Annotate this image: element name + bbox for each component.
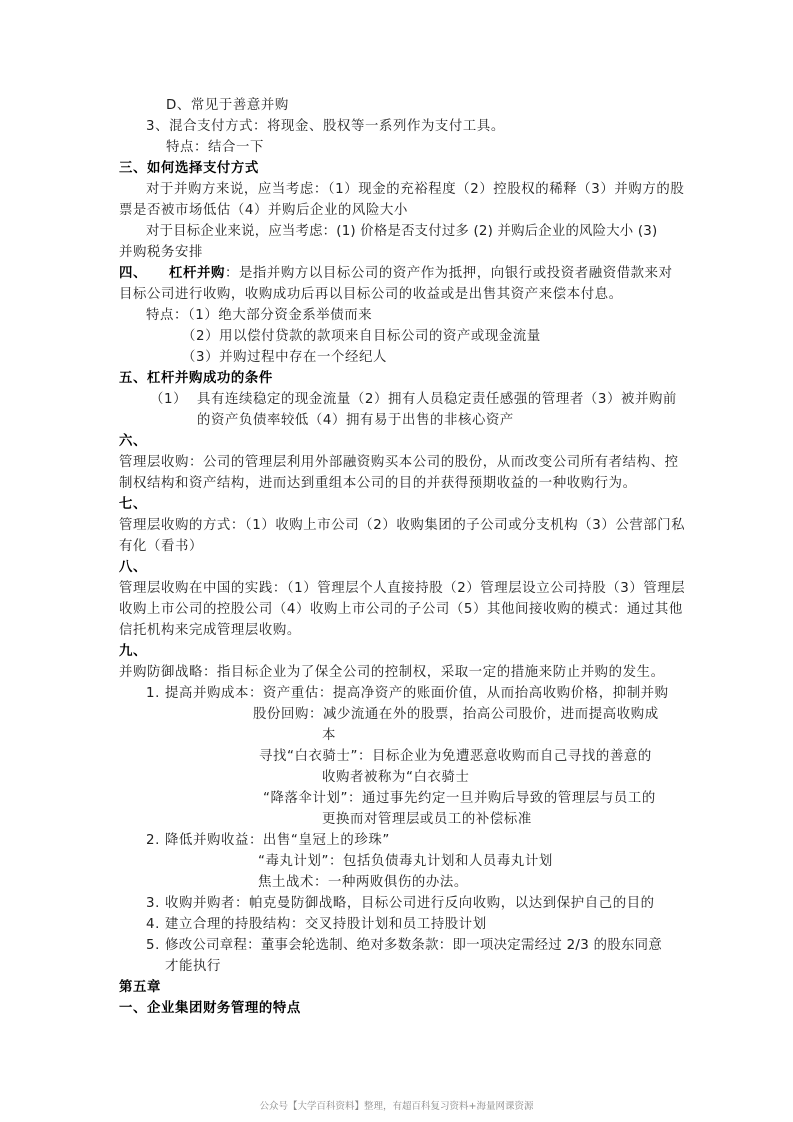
section-heading: 一、企业集团财务管理的特点 — [119, 1001, 301, 1016]
section-heading: 五、杠杆并购成功的条件 — [119, 371, 273, 386]
text-line: （2）用以偿付贷款的款项来自目标公司的资产或现金流量 — [182, 329, 541, 344]
text-line: 管理层收购的方式：（1）收购上市公司（2）收购集团的子公司或分支机构（3）公营部门私 — [119, 518, 686, 533]
section-heading: 七、 — [119, 497, 147, 512]
text-line: 更换而对管理层或员工的补偿标准 — [322, 812, 532, 827]
text-line: 特点：（1）绝大部分资金系举债而来 — [146, 308, 373, 323]
text-line: 具有连续稳定的现金流量（2）拥有人员稳定责任感强的管理者（3）被并购前 — [197, 392, 677, 407]
list-number: 2. — [146, 833, 160, 848]
list-number: 4. — [146, 917, 160, 932]
text-line: 票是否被市场低估（4）并购后企业的风险大小 — [119, 203, 408, 218]
text-line: 特点：结合一下 — [166, 140, 264, 155]
text-line: （3）并购过程中存在一个经纪人 — [182, 350, 387, 365]
section-heading: 三、如何选择支付方式 — [119, 161, 259, 176]
section-heading: 八、 — [119, 560, 147, 575]
text-line: 提高并购成本：资产重估：提高净资产的账面价值，从而抬高收购价格，抑制并购 — [165, 686, 669, 701]
text-line: 有化（看书） — [119, 539, 203, 554]
text-line: 修改公司章程：董事会轮选制、绝对多数条款：即一项决定需经过 2/3 的股东同意 — [165, 938, 663, 953]
list-number: （1） — [150, 392, 188, 407]
text-line: 的资产负债率较低（4）拥有易于出售的非核心资产 — [197, 413, 514, 428]
text-line: 并购防御战略：指目标企业为了保全公司的控制权，采取一定的措施来防止并购的发生。 — [119, 665, 665, 680]
text-line: 建立合理的持股结构：交叉持股计划和员工持股计划 — [165, 917, 487, 932]
text-line: 收购者被称为“白衣骑士 — [322, 770, 470, 785]
list-number: 1. — [146, 686, 160, 701]
chapter-heading: 第五章 — [119, 980, 161, 995]
text-line: 收购上市公司的控股公司（4）收购上市公司的子公司（5）其他间接收购的模式：通过其他 — [119, 602, 683, 617]
text-line: 制权结构和资产结构，进而达到重组本公司的目的并获得预期收益的一种收购行为。 — [119, 476, 637, 491]
text-line: 对于并购方来说，应当考虑：（1）现金的充裕程度（2）控股权的稀释（3）并购方的股 — [146, 182, 685, 197]
text-line: 目标公司进行收购，收购成功后再以目标公司的收益或是出售其资产来偿本付息。 — [119, 287, 623, 302]
section-heading: 六、 — [119, 434, 147, 449]
text-line: 管理层收购：公司的管理层利用外部融资购买本公司的股份，从而改变公司所有者结构、控 — [119, 455, 679, 470]
text-line: 焦土战术：一种两败俱伤的办法。 — [258, 875, 468, 890]
text-line: 3、混合支付方式：将现金、股权等一系列作为支付工具。 — [146, 119, 505, 134]
text-line: 并购税务安排 — [119, 245, 203, 260]
term-leveraged-buyout: 杠杆并购 — [168, 266, 225, 281]
text-line: 才能执行 — [165, 959, 221, 974]
footer-watermark: 公众号【大学百科资料】整理，有超百科复习资料+海量网课资源 — [259, 1101, 534, 1112]
text-line: “毒丸计划”：包括负债毒丸计划和人员毒丸计划 — [258, 854, 553, 869]
definition-text: ：是指并购方以目标公司的资产作为抵押，向银行或投资者融资借款来对 — [224, 266, 673, 281]
text-line — [119, 264, 673, 284]
text-line: 降低并购收益：出售“皇冠上的珍珠” — [165, 833, 390, 848]
text-line: 对于目标企业来说，应当考虑：(1) 价格是否支付过多 (2) 并购后企业的风险大小 (3) — [146, 224, 658, 239]
text-line: 股份回购：减少流通在外的股票，抬高公司股价，进而提高收购成 — [253, 707, 659, 722]
text-line: 寻找“白衣骑士”：目标企业为免遭恶意收购而自己寻找的善意的 — [259, 749, 652, 764]
text-line: 管理层收购在中国的实践：（1）管理层个人直接持股（2）管理层设立公司持股（3）管理层 — [119, 581, 686, 596]
text-line: 收购并购者：帕克曼防御战略，目标公司进行反向收购，以达到保护自己的目的 — [165, 896, 655, 911]
section-number: 四、 — [119, 266, 147, 281]
list-number: 3. — [146, 896, 160, 911]
text-line: “降落伞计划”：通过事先约定一旦并购后导致的管理层与员工的 — [263, 791, 656, 806]
text-line: 信托机构来完成管理层收购。 — [119, 623, 301, 638]
list-number: 5. — [146, 938, 160, 953]
text-line: D、常见于善意并购 — [166, 98, 289, 113]
section-heading: 九、 — [119, 644, 147, 659]
text-line: 本 — [322, 728, 336, 743]
